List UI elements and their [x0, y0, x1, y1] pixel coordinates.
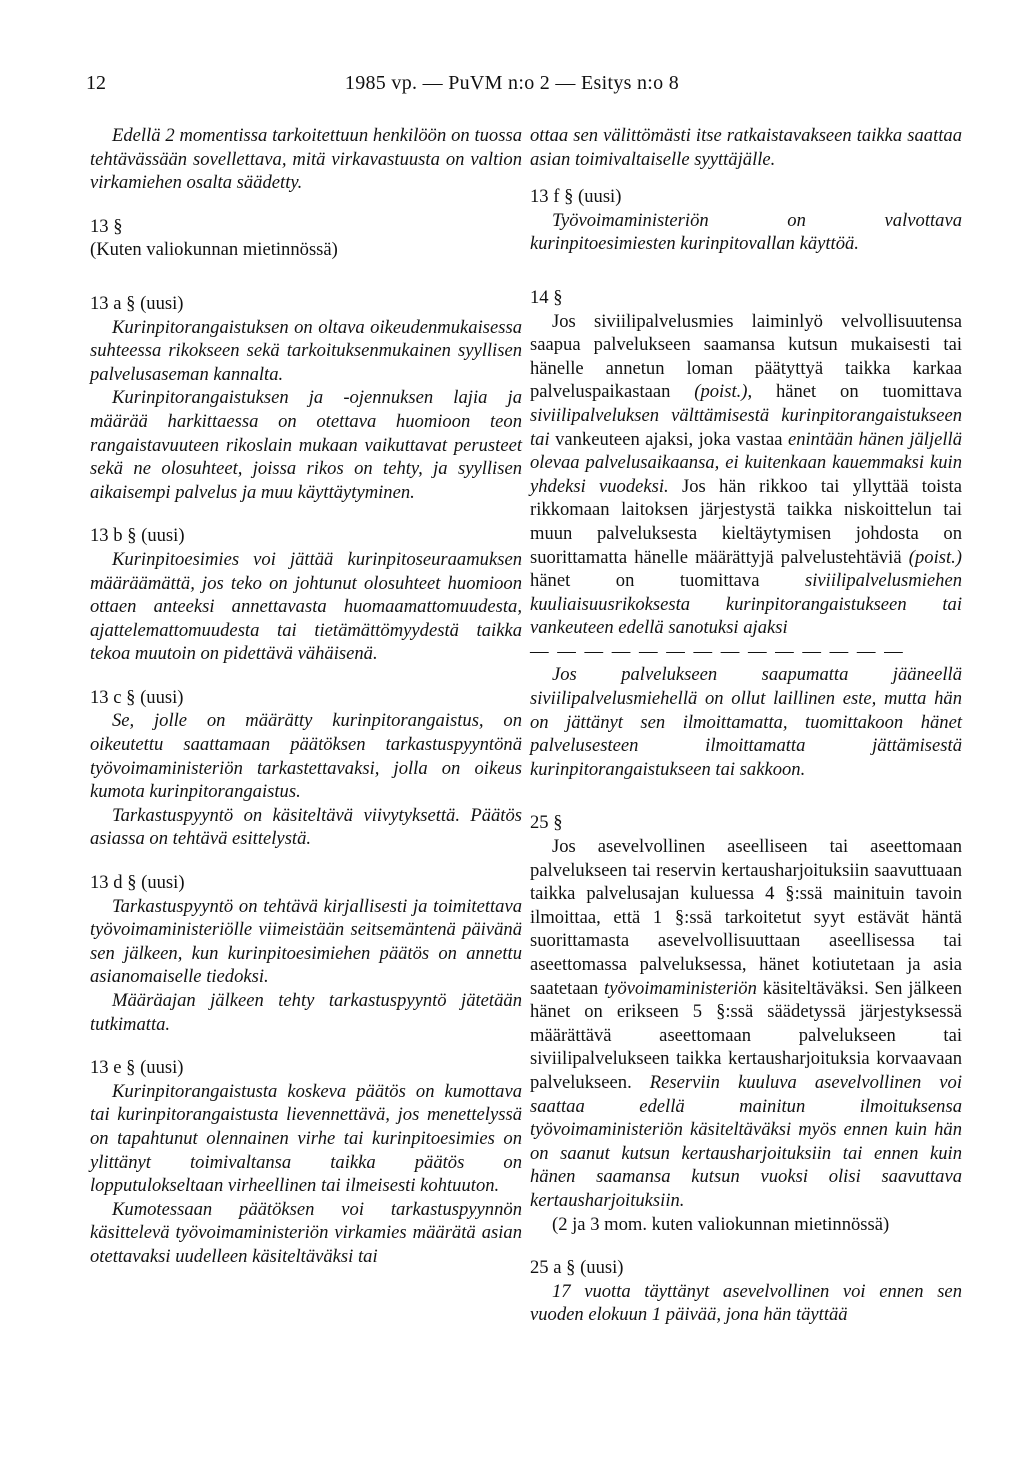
s14-text-d: siviilipalveluksen välttämisestä kurinpitorangaistukseen tai: [530, 404, 962, 450]
section-13e-heading: 13 e § (uusi): [90, 1057, 184, 1079]
section-13a-paragraph-2: Kurinpitorangaistuksen ja -ojennuksen lajia ja määrää harkittaessa on otettava huomioon teon rangaistavuuteen rikoslain mukaan vaikuttavat perusteet sekä ne olosuhteet, joissa rikos on tehty, ja syyllisen aikaisempi palvelus ja muu käyttäytyminen.: [90, 387, 522, 503]
continuation-paragraph: ottaa sen välittömästi itse ratkaistavakseen taikka saattaa asian toimivaltaiselle syyttäjälle.: [530, 125, 962, 170]
omission-dashes: — — — — — — — — — — — — — —: [530, 640, 905, 662]
section-13b-heading: 13 b § (uusi): [90, 525, 185, 547]
section-25-paragraph-2: (2 ja 3 mom. kuten valiokunnan mietinnössä): [552, 1213, 890, 1235]
section-13d-heading: 13 d § (uusi): [90, 872, 185, 894]
section-13e-paragraph-2: Kumotessaan päätöksen voi tarkastuspyynnön käsittelevä työvoimaministeriön virkamies määrätä asian otettavaksi uudelleen käsiteltäväksi tai: [90, 1198, 522, 1267]
s25-text-a: Jos asevelvollinen aseelliseen tai aseettomaan palvelukseen tai reservin kertausharjoituksiin saavuttuaan taikka palvelusajan kuluessa 4 §:ssä mainituin tavoin ilmoittaa, että 1 §:ssä tarkoitetut syyt estävät häntä suorittamasta asevelvollisuuttaan aseellisessa tai aseettomassa palveluksessa, hänet kotiutetaan ja asia saatetaan: [530, 836, 962, 999]
s14-text-c: , hänet on tuomittava: [747, 381, 962, 403]
section-13e-paragraph-1: Kurinpitorangaistusta koskeva päätös on kumottava tai kurinpitorangaistusta lievennettävä, jos menettelyssä on tapahtunut olennainen virhe tai kurinpitoesimies on ylittänyt toimivaltansa taikka päätös on lopputulokseltaan virheellinen tai ilmeisesti kohtuuton.: [90, 1080, 522, 1197]
s14-text-b: (poist.): [694, 381, 748, 403]
section-14-paragraph-1: [530, 310, 962, 640]
section-13b-paragraph-1: Kurinpitoesimies voi jättää kurinpitoseuraamuksen määräämättä, jos teko on johtunut olosuhteet huomioon ottaen anteeksi annettavasta huomaamattomuudesta, ajattelemattomuudesta tai tietämättömyydestä taikka tekoa muutoin on pidettävä vähäisenä.: [90, 548, 522, 665]
section-14-paragraph-2: Jos palvelukseen saapumatta jääneellä siviilipalvelusmiehellä on ollut laillinen este, mutta hän on jättänyt sen ilmoittamatta, tuomittakoon hänet palvelusesteen ilmoittamatta jättämisestä kurinpitorangaistukseen tai sakkoon.: [530, 664, 962, 780]
section-13c-heading: 13 c § (uusi): [90, 686, 184, 708]
section-25a-paragraph-1: 17 vuotta täyttänyt asevelvollinen voi ennen sen vuoden elokuun 1 päivää, jona hän täyttää: [530, 1280, 962, 1326]
section-25a-heading: 25 a § (uusi): [530, 1257, 624, 1279]
s14-text-j: siviilipalvelusmiehen kuuliaisuusrikoksesta kurinpitorangaistukseen tai vankeuteen edellä sanotuksi ajaksi: [530, 570, 962, 639]
section-13-number: 13 §: [90, 215, 123, 237]
s14-text-i: hänet on tuomittava: [530, 570, 760, 592]
section-13f-heading: 13 f § (uusi): [530, 186, 622, 208]
section-13-text: (Kuten valiokunnan mietinnössä): [90, 239, 338, 261]
section-13a-paragraph-1: Kurinpitorangaistuksen on oltava oikeudenmukaisessa suhteessa rikokseen sekä tarkoituksenmukainen syyllisen palvelusaseman kannalta.: [90, 316, 522, 385]
s25-text-c: käsiteltäväksi. Sen jälkeen hänet on erikseen 5 §:ssä säädetyssä järjestyksessä määrättävä aseettomaan palvelukseen tai siviilipalvelukseen taikka kertausharjoituksia korvaavaan palvelukseen.: [530, 977, 962, 1093]
page-number: 12: [86, 72, 106, 94]
section-13f-paragraph-1: Työvoimaministeriön on valvottava kurinpitoesimiesten kurinpitovallan käyttöä.: [530, 209, 962, 255]
s14-text-h: (poist.): [908, 546, 962, 568]
section-13d-paragraph-2: Määräajan jälkeen tehty tarkastuspyyntö jätetään tutkimatta.: [90, 990, 522, 1035]
page-title: 1985 vp. — PuVM n:o 2 — Esitys n:o 8: [344, 72, 680, 94]
section-14-number: 14 §: [530, 286, 563, 308]
s14-text-g: Jos hän rikkoo tai yllyttää toista rikkomaan laitoksen järjestystä taikka niskoittelun tai muun palveluksesta kieltäytymisen johdosta on suorittamatta hänelle määrättyjä palvelustehtäviä: [530, 475, 962, 568]
left-column: [90, 124, 522, 1269]
s25-text-b: työvoimaministeriön: [604, 977, 757, 999]
section-13d-paragraph-1: Tarkastuspyyntö on tehtävä kirjallisesti ja toimitettava työvoimaministeriölle viimeistään seitsemäntenä päivänä sen jälkeen, kun kurinpitoesimiehen päätös on annettu asianomaiselle tiedoksi.: [90, 895, 522, 988]
s14-text-f: enintään hänen jäljellä olevaa palvelusaikaansa, ei kuitenkaan kauemmaksi kuin yhdeksi vuodeksi.: [530, 428, 962, 497]
s14-text-e: vankeuteen ajaksi, joka vastaa: [555, 428, 783, 450]
section-25-paragraph-1: [530, 835, 962, 1213]
s14-text-a: Jos siviilipalvelusmies laiminlyö velvollisuutensa saapua palvelukseen saamansa kutsun mukaisesti tai hänelle annetun loman päätyttyä taikka karkaa palveluspaikastaan: [530, 310, 962, 403]
section-13c-paragraph-1: Se, jolle on määrätty kurinpitorangaistus, on oikeutettu saattamaan päätöksen tarkastuspyyntönä työvoimaministeriön tarkastettavaksi, jolla on oikeus kumota kurinpitorangaistus.: [90, 710, 522, 803]
section-13a-heading: 13 a § (uusi): [90, 292, 184, 314]
section-13c-paragraph-2: Tarkastuspyyntö on käsiteltävä viivytyksettä. Päätös asiassa on tehtävä esittelystä.: [90, 804, 522, 850]
s25-text-d: Reserviin kuuluva asevelvollinen voi saattaa edellä mainitun ilmoituksensa työvoimaministeriön käsiteltäväksi myös ennen kuin hän on saanut kutsun kertausharjoituksiin tai ennen kuin hänen saamansa kutsun vuoksi olisi saavuttava kertausharjoituksiin.: [530, 1071, 962, 1211]
right-column: [530, 124, 962, 1327]
section-25-number: 25 §: [530, 812, 563, 834]
intro-paragraph: Edellä 2 momentissa tarkoitettuun henkilöön on tuossa tehtävässään sovellettava, mitä virkavastuusta on valtion virkamiehen osalta säädetty.: [90, 125, 522, 194]
page-header: [0, 72, 1024, 100]
